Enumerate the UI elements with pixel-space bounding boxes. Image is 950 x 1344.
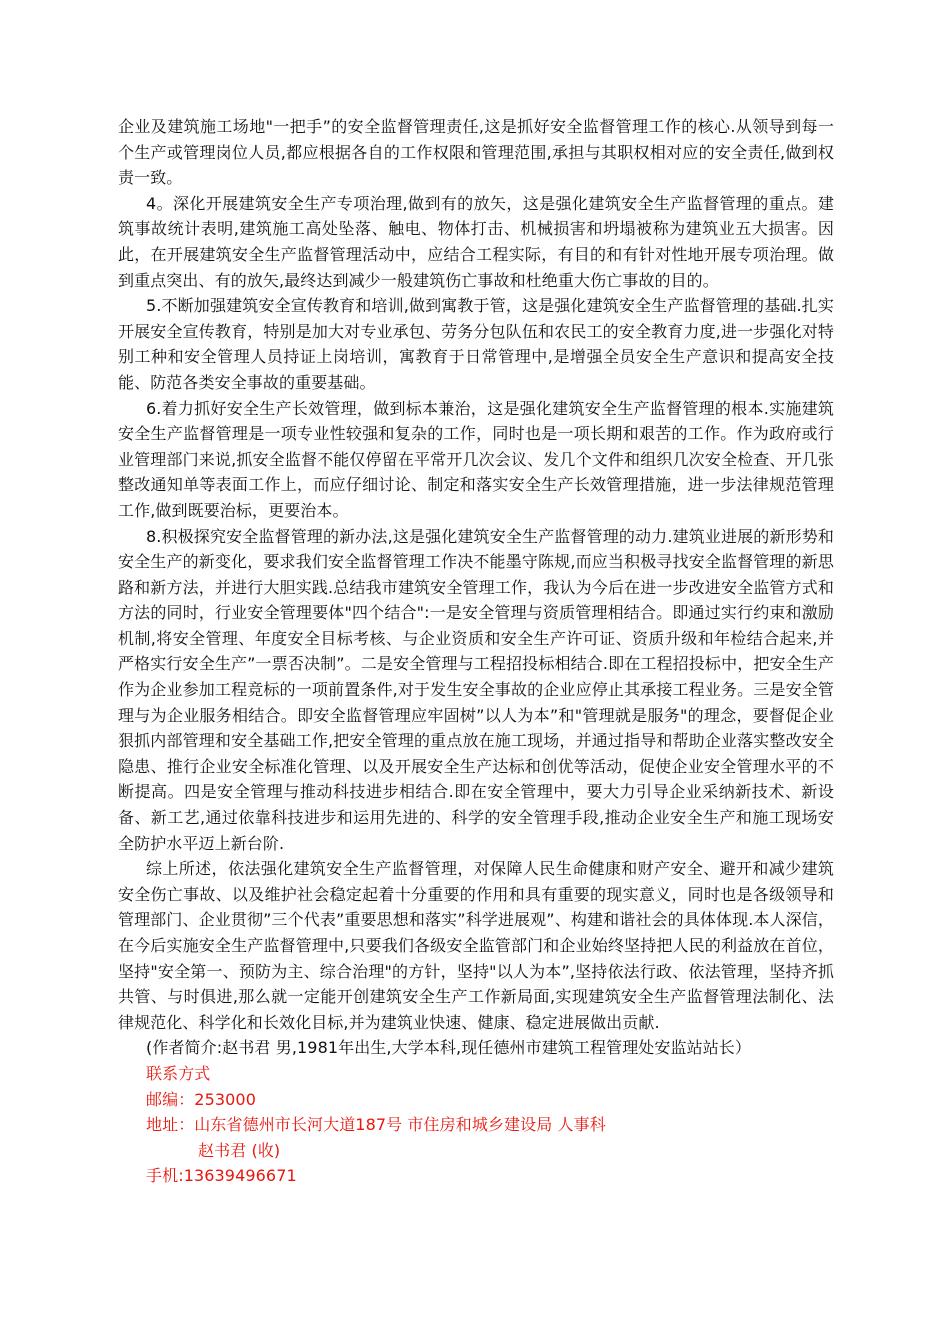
contact-heading: 联系方式 xyxy=(146,1063,211,1083)
paragraph-2: 4。深化开展建筑安全生产专项治理,做到有的放矢，这是强化建筑安全生产监督管理的重点。建筑事故统计表明,建筑施工高处坠落、触电、物体打击、机械损害和坍塌被称为建筑业五大损害。因此，在开展建筑安全生产监督管理活动中，应结合工程实际，有目的和有针对性地开展专项治理。做到重点突出、有的放矢,最终达到减少一般建筑伤亡事故和杜绝重大伤亡事故的目的。 xyxy=(118,193,834,290)
contact-block xyxy=(118,1061,834,1189)
contact-phone: 手机:13639496671 xyxy=(146,1166,297,1186)
document-body xyxy=(118,114,834,1189)
paragraph-4: 6.着力抓好安全生产长效管理，做到标本兼治，这是强化建筑安全生产监督管理的根本.实施建筑安全生产监督管理是一项专业性较强和复杂的工作，同时也是一项长期和艰苦的工作。作为政府或行业管理部门来说,抓安全监督不能仅停留在平常开几次会议、发几个文件和组织几次安全检查、开几张整改通知单等表面工作上，而应仔细讨论、制定和落实安全生产长效管理措施，进一步法律规范管理工作,做到既要治标，更要治本。 xyxy=(118,398,834,520)
paragraph-1: 企业及建筑施工场地"一把手”的安全监督管理责任,这是抓好安全监督管理工作的核心.从领导到每一个生产或管理岗位人员,都应根据各自的工作权限和管理范围,承担与其职权相对应的安全责任,做到权责一致。 xyxy=(118,117,834,188)
paragraph-6: 综上所述，依法强化建筑安全生产监督管理，对保障人民生命健康和财产安全、避开和减少建筑安全伤亡事故、以及维护社会稳定起着十分重要的作用和具有重要的现实意义，同时也是各级领导和管理部门、企业贯彻”三个代表”重要思想和落实”科学进展观”、构建和谐社会的具体体现.本人深信，在今后实施安全生产监督管理中,只要我们各级安全监管部门和企业始终坚持把人民的利益放在首位，坚持"安全第一、预防为主、综合治理"的方针，坚持"以人为本”,坚持依法行政、依法管理，坚持齐抓共管、与时俱进,那么就一定能开创建筑安全生产工作新局面,实现建筑安全生产监督管理法制化、法律规范化、科学化和长效化目标,并为建筑业快速、健康、稳定进展做出贡献. xyxy=(118,859,834,1032)
contact-recipient: 赵书君 (收) xyxy=(198,1140,281,1160)
paragraph-5: 8.积极探究安全监督管理的新办法,这是强化建筑安全生产监督管理的动力.建筑业进展的新形势和安全生产的新变化，要求我们安全监督管理工作决不能墨守陈规,而应当积极寻找安全监督管理的新思路和新方法，并进行大胆实践.总结我市建筑安全管理工作，我认为今后在进一步改进安全监管方式和方法的同时，行业安全管理要体"四个结合":一是安全管理与资质管理相结合。即通过实行约束和激励机制,将安全管理、年度安全目标考核、与企业资质和安全生产许可证、资质升级和年检结合起来,并严格实行安全生产”一票否决制”。二是安全管理与工程招投标相结合.即在工程招投标中，把安全生产作为企业参加工程竞标的一项前置条件,对于发生安全事故的企业应停止其承接工程业务。三是安全管理与为企业服务相结合。即安全监督管理应牢固树”以人为本”和"管理就是服务"的理念，要督促企业狠抓内部管理和安全基础工作,把安全管理的重点放在施工现场，并通过指导和帮助企业落实整改安全隐患、推行企业安全标准化管理、以及开展安全生产达标和创优等活动，促使企业安全管理水平的不断提高。四是安全管理与推动科技进步相结合.即在安全管理中，要大力引导企业采纳新技术、新设备、新工艺,通过依靠科技进步和运用先进的、科学的安全管理手段,推动企业安全生产和施工现场安全防护水平迈上新台阶. xyxy=(118,526,834,853)
contact-postcode: 邮编：253000 xyxy=(146,1089,256,1109)
author-note: (作者简介:赵书君 男,1981年出生,大学本科,现任德州市建筑工程管理处安监站站长） xyxy=(146,1038,751,1058)
contact-address: 地址：山东省德州市长河大道187号 市住房和城乡建设局 人事科 xyxy=(146,1115,606,1135)
paragraph-3: 5.不断加强建筑安全宣传教育和培训,做到寓教于管，这是强化建筑安全生产监督管理的基础.扎实开展安全宣传教育，特别是加大对专业承包、劳务分包队伍和农民工的安全教育力度,进一步强化对特别工种和安全管理人员持证上岗培训，寓教育于日常管理中,是增强全员安全生产意识和提高安全技能、防范各类安全事故的重要基础。 xyxy=(118,296,834,392)
